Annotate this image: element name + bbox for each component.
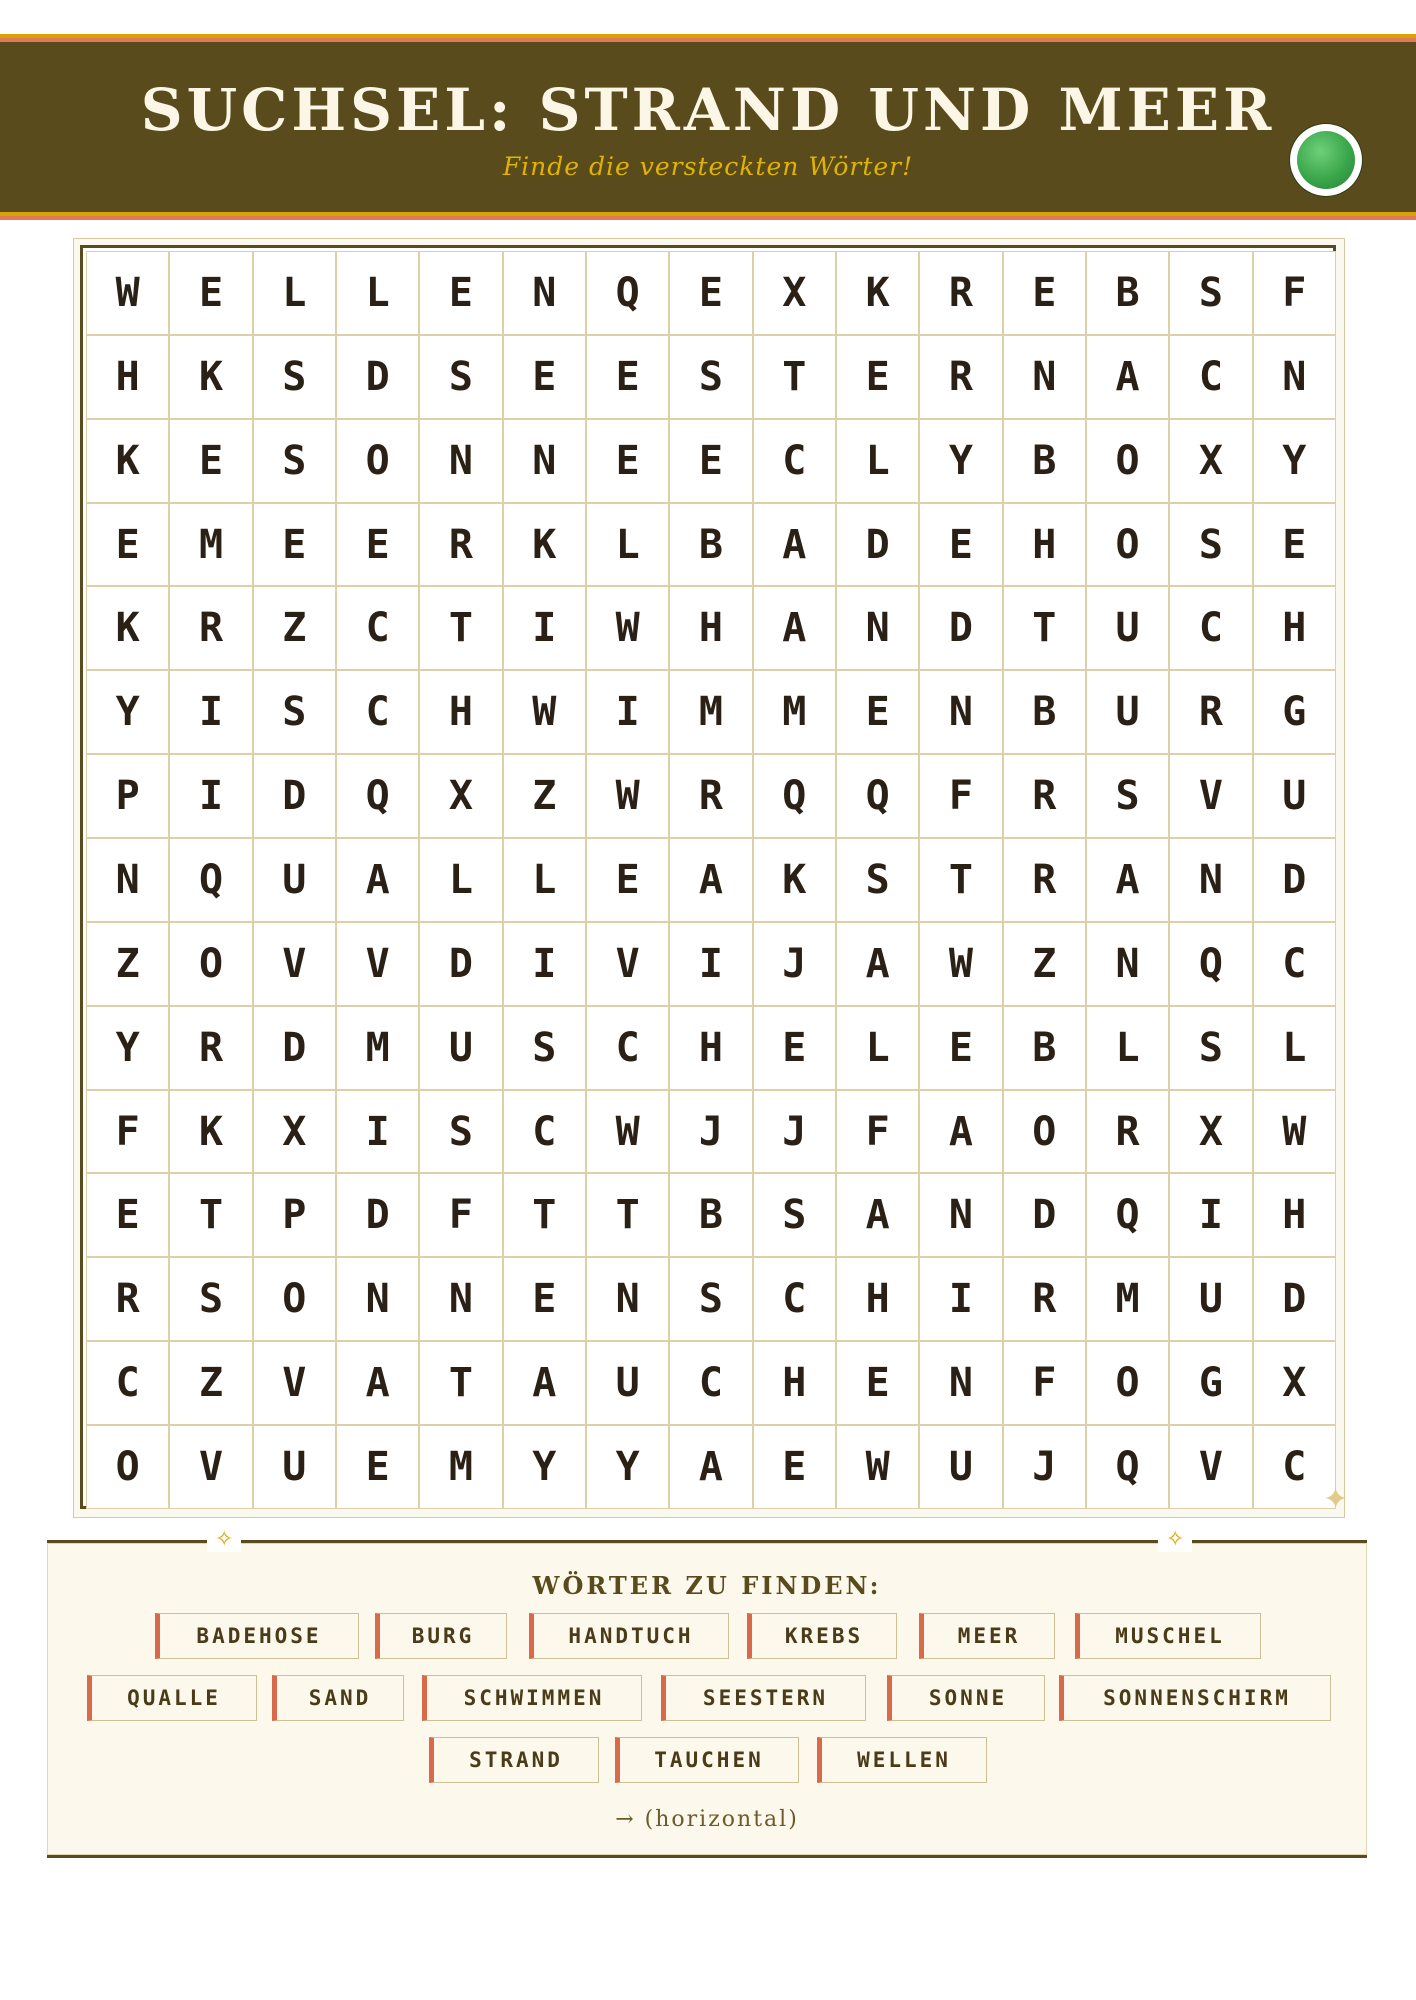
grid-cell[interactable]: A <box>336 1341 419 1425</box>
grid-cell[interactable]: M <box>169 503 252 587</box>
grid-cell[interactable]: C <box>1169 335 1252 419</box>
grid-cell[interactable]: D <box>336 1173 419 1257</box>
word-tag: BADEHOSE <box>155 1613 359 1659</box>
grid-cell[interactable]: D <box>253 754 336 838</box>
grid-cell[interactable]: C <box>753 419 836 503</box>
grid-cell[interactable]: C <box>503 1090 586 1174</box>
grid-cell[interactable]: G <box>1169 1341 1252 1425</box>
grid-cell[interactable]: T <box>503 1173 586 1257</box>
grid-cell[interactable]: U <box>253 1425 336 1509</box>
word-list-title: WÖRTER ZU FINDEN: <box>532 1571 882 1600</box>
grid-cell[interactable]: W <box>836 1425 919 1509</box>
grid-cell[interactable]: R <box>169 586 252 670</box>
grid-cell[interactable]: N <box>503 419 586 503</box>
grid-cell[interactable]: E <box>503 335 586 419</box>
grid-cell[interactable]: E <box>586 838 669 922</box>
grid-cell[interactable]: C <box>753 1257 836 1341</box>
grid-cell[interactable]: W <box>503 670 586 754</box>
grid-cell[interactable]: I <box>669 922 752 1006</box>
grid-cell[interactable]: E <box>919 503 1002 587</box>
grid-cell[interactable]: T <box>419 586 502 670</box>
grid-cell[interactable]: B <box>1086 251 1169 335</box>
grid-cell[interactable]: S <box>169 1257 252 1341</box>
grid-cell[interactable]: I <box>919 1257 1002 1341</box>
header-bottom-stripe-2 <box>0 216 1416 220</box>
grid-cell[interactable]: B <box>669 1173 752 1257</box>
grid-cell[interactable]: S <box>1169 1006 1252 1090</box>
grid-cell[interactable]: R <box>1169 670 1252 754</box>
word-tag: SCHWIMMEN <box>422 1675 642 1721</box>
grid-cell[interactable]: E <box>669 251 752 335</box>
grid-cell[interactable]: W <box>586 1090 669 1174</box>
word-tag: HANDTUCH <box>529 1613 729 1659</box>
grid-cell[interactable]: O <box>1086 503 1169 587</box>
grid-cell[interactable]: N <box>1086 922 1169 1006</box>
grid-cell[interactable]: U <box>1169 1257 1252 1341</box>
grid-cell[interactable]: E <box>419 251 502 335</box>
grid-cell[interactable]: V <box>1169 754 1252 838</box>
grid-cell[interactable]: C <box>86 1341 169 1425</box>
grid-cell[interactable]: E <box>753 1006 836 1090</box>
grid-cell[interactable]: Q <box>753 754 836 838</box>
grid-cell[interactable]: K <box>753 838 836 922</box>
grid-cell[interactable]: N <box>919 1173 1002 1257</box>
grid-cell[interactable]: H <box>1253 586 1336 670</box>
grid-cell[interactable]: C <box>586 1006 669 1090</box>
grid-cell[interactable]: S <box>669 335 752 419</box>
grid-cell[interactable]: M <box>336 1006 419 1090</box>
grid-cell[interactable]: N <box>919 1341 1002 1425</box>
grid-cell[interactable]: T <box>753 335 836 419</box>
grid-cell[interactable]: S <box>419 335 502 419</box>
grid-cell[interactable]: O <box>1003 1090 1086 1174</box>
ornament-icon: ✧ <box>207 1527 241 1552</box>
grid-cell[interactable]: U <box>253 838 336 922</box>
grid-cell[interactable]: M <box>753 670 836 754</box>
puzzle-grid <box>86 251 1336 1509</box>
grid-cell[interactable]: N <box>1169 838 1252 922</box>
grid-cell[interactable]: O <box>336 419 419 503</box>
grid-cell[interactable]: L <box>836 419 919 503</box>
grid-cell[interactable]: O <box>169 922 252 1006</box>
grid-cell[interactable]: E <box>336 1425 419 1509</box>
ornament-icon: ✧ <box>1158 1527 1192 1552</box>
grid-cell[interactable]: U <box>419 1006 502 1090</box>
grid-cell[interactable]: I <box>1169 1173 1252 1257</box>
grid-cell[interactable]: E <box>1003 251 1086 335</box>
grid-cell[interactable]: A <box>1086 838 1169 922</box>
grid-cell[interactable]: I <box>503 922 586 1006</box>
grid-cell[interactable]: E <box>1253 503 1336 587</box>
grid-cell[interactable]: L <box>586 503 669 587</box>
grid-cell[interactable]: O <box>1086 419 1169 503</box>
grid-cell[interactable]: B <box>1003 1006 1086 1090</box>
grid-cell[interactable]: D <box>253 1006 336 1090</box>
grid-cell[interactable]: H <box>836 1257 919 1341</box>
grid-cell[interactable]: I <box>169 670 252 754</box>
grid-cell[interactable]: H <box>419 670 502 754</box>
grid-cell[interactable]: D <box>1253 838 1336 922</box>
grid-cell[interactable]: N <box>586 1257 669 1341</box>
grid-cell[interactable]: L <box>1253 1006 1336 1090</box>
grid-cell[interactable]: L <box>1086 1006 1169 1090</box>
grid-cell[interactable]: D <box>1253 1257 1336 1341</box>
grid-cell[interactable]: T <box>1003 586 1086 670</box>
grid-cell[interactable]: S <box>753 1173 836 1257</box>
grid-cell[interactable]: W <box>1253 1090 1336 1174</box>
grid-cell[interactable]: U <box>1086 586 1169 670</box>
word-tag: TAUCHEN <box>615 1737 799 1783</box>
grid-cell[interactable]: E <box>336 503 419 587</box>
grid-cell[interactable]: V <box>1169 1425 1252 1509</box>
grid-cell[interactable]: P <box>253 1173 336 1257</box>
grid-cell[interactable]: R <box>169 1006 252 1090</box>
word-list-panel <box>47 1527 1367 1858</box>
grid-cell[interactable]: R <box>1003 754 1086 838</box>
grid-cell[interactable]: W <box>586 586 669 670</box>
grid-cell[interactable]: C <box>336 670 419 754</box>
grid-cell[interactable]: N <box>503 251 586 335</box>
grid-cell[interactable]: E <box>503 1257 586 1341</box>
grid-cell[interactable]: E <box>86 503 169 587</box>
grid-cell[interactable]: K <box>503 503 586 587</box>
grid-cell[interactable]: A <box>336 838 419 922</box>
grid-cell[interactable]: Q <box>169 838 252 922</box>
grid-cell[interactable]: Q <box>1169 922 1252 1006</box>
grid-cell[interactable]: Q <box>1086 1425 1169 1509</box>
grid-cell[interactable]: U <box>1253 754 1336 838</box>
grid-cell[interactable]: Z <box>503 754 586 838</box>
status-dot-icon <box>1290 124 1362 196</box>
grid-cell[interactable]: B <box>669 503 752 587</box>
grid-cell[interactable]: Z <box>253 586 336 670</box>
grid-cell[interactable]: S <box>1086 754 1169 838</box>
grid-cell[interactable]: S <box>253 419 336 503</box>
grid-cell[interactable]: J <box>669 1090 752 1174</box>
grid-cell[interactable]: S <box>669 1257 752 1341</box>
grid-cell[interactable]: R <box>419 503 502 587</box>
grid-cell[interactable]: Y <box>1253 419 1336 503</box>
grid-cell[interactable]: A <box>669 838 752 922</box>
grid-cell[interactable]: A <box>753 586 836 670</box>
grid-cell[interactable]: S <box>503 1006 586 1090</box>
grid-cell[interactable]: E <box>669 419 752 503</box>
grid-cell[interactable]: N <box>836 586 919 670</box>
grid-cell[interactable]: Q <box>836 754 919 838</box>
grid-cell[interactable]: S <box>1169 503 1252 587</box>
grid-cell[interactable]: X <box>419 754 502 838</box>
grid-cell[interactable]: X <box>1169 419 1252 503</box>
grid-cell[interactable]: H <box>1003 503 1086 587</box>
grid-cell[interactable]: L <box>253 251 336 335</box>
grid-cell[interactable]: V <box>586 922 669 1006</box>
page-subtitle: Finde die versteckten Wörter! <box>502 152 914 181</box>
grid-cell[interactable]: I <box>336 1090 419 1174</box>
grid-cell[interactable]: S <box>419 1090 502 1174</box>
grid-cell[interactable]: U <box>586 1341 669 1425</box>
grid-cell[interactable]: Q <box>336 754 419 838</box>
grid-cell[interactable]: E <box>169 251 252 335</box>
page-title: SUCHSEL: STRAND UND MEER <box>140 76 1276 144</box>
grid-cell[interactable]: S <box>1169 251 1252 335</box>
grid-cell[interactable]: V <box>253 1341 336 1425</box>
grid-cell[interactable]: H <box>86 335 169 419</box>
grid-cell[interactable]: A <box>836 922 919 1006</box>
grid-cell[interactable]: D <box>419 922 502 1006</box>
grid-cell[interactable]: M <box>1086 1257 1169 1341</box>
grid-cell[interactable]: N <box>419 419 502 503</box>
grid-cell[interactable]: V <box>253 922 336 1006</box>
grid-cell[interactable]: H <box>669 586 752 670</box>
grid-cell[interactable]: K <box>169 335 252 419</box>
word-tag: QUALLE <box>87 1675 257 1721</box>
grid-cell[interactable]: C <box>1253 1425 1336 1509</box>
grid-cell[interactable]: Y <box>919 419 1002 503</box>
grid-cell[interactable]: K <box>836 251 919 335</box>
header-top-stripe-2 <box>0 38 1416 42</box>
grid-cell[interactable]: F <box>836 1090 919 1174</box>
word-tag: BURG <box>375 1613 507 1659</box>
grid-cell[interactable]: O <box>1086 1341 1169 1425</box>
grid-cell[interactable]: K <box>169 1090 252 1174</box>
direction-hint: → (horizontal) <box>615 1807 799 1832</box>
grid-cell[interactable]: E <box>169 419 252 503</box>
grid-cell[interactable]: X <box>1253 1341 1336 1425</box>
grid-cell[interactable]: O <box>253 1257 336 1341</box>
header-banner <box>0 34 1416 220</box>
grid-cell[interactable]: Z <box>86 922 169 1006</box>
grid-cell[interactable]: U <box>1086 670 1169 754</box>
grid-cell[interactable]: I <box>503 586 586 670</box>
grid-cell[interactable]: C <box>669 1341 752 1425</box>
grid-cell[interactable]: W <box>586 754 669 838</box>
word-tag: MEER <box>919 1613 1055 1659</box>
grid-cell[interactable]: L <box>836 1006 919 1090</box>
grid-cell[interactable]: F <box>86 1090 169 1174</box>
grid-cell[interactable]: T <box>586 1173 669 1257</box>
grid-cell[interactable]: A <box>919 1090 1002 1174</box>
grid-cell[interactable]: C <box>336 586 419 670</box>
grid-cell[interactable]: F <box>419 1173 502 1257</box>
grid-cell[interactable]: B <box>1003 419 1086 503</box>
grid-cell[interactable]: R <box>919 251 1002 335</box>
grid-cell[interactable]: Q <box>1086 1173 1169 1257</box>
grid-cell[interactable]: L <box>503 838 586 922</box>
grid-cell[interactable]: F <box>919 754 1002 838</box>
grid-cell[interactable]: O <box>86 1425 169 1509</box>
grid-cell[interactable]: N <box>1003 335 1086 419</box>
grid-cell[interactable]: Y <box>86 1006 169 1090</box>
grid-cell[interactable]: X <box>253 1090 336 1174</box>
grid-cell[interactable]: H <box>753 1341 836 1425</box>
grid-cell[interactable]: D <box>919 586 1002 670</box>
word-tag: SEESTERN <box>661 1675 866 1721</box>
word-tag: SAND <box>272 1675 404 1721</box>
grid-cell[interactable]: D <box>836 503 919 587</box>
grid-cell[interactable]: E <box>836 670 919 754</box>
grid-cell[interactable]: S <box>253 335 336 419</box>
grid-cell[interactable]: G <box>1253 670 1336 754</box>
grid-cell[interactable]: Y <box>86 670 169 754</box>
grid-cell[interactable]: V <box>169 1425 252 1509</box>
grid-cell[interactable]: X <box>753 251 836 335</box>
grid-cell[interactable]: N <box>419 1257 502 1341</box>
grid-cell[interactable]: A <box>669 1425 752 1509</box>
grid-cell[interactable]: R <box>919 335 1002 419</box>
grid-cell[interactable]: V <box>336 922 419 1006</box>
grid-cell[interactable]: E <box>836 335 919 419</box>
grid-cell[interactable]: D <box>1003 1173 1086 1257</box>
puzzle-grid-frame <box>80 245 1336 1509</box>
grid-cell[interactable]: N <box>86 838 169 922</box>
grid-cell[interactable]: T <box>419 1341 502 1425</box>
grid-cell[interactable]: A <box>836 1173 919 1257</box>
grid-cell[interactable]: E <box>253 503 336 587</box>
grid-cell[interactable]: Q <box>586 251 669 335</box>
grid-cell[interactable]: E <box>836 1341 919 1425</box>
grid-cell[interactable]: A <box>1086 335 1169 419</box>
grid-cell[interactable]: H <box>1253 1173 1336 1257</box>
grid-cell[interactable]: M <box>669 670 752 754</box>
word-tag: MUSCHEL <box>1075 1613 1261 1659</box>
grid-cell[interactable]: Y <box>586 1425 669 1509</box>
grid-cell[interactable]: A <box>503 1341 586 1425</box>
grid-cell[interactable]: W <box>86 251 169 335</box>
grid-cell[interactable]: E <box>586 335 669 419</box>
grid-cell[interactable]: F <box>1003 1341 1086 1425</box>
grid-cell[interactable]: T <box>919 838 1002 922</box>
grid-cell[interactable]: Z <box>169 1341 252 1425</box>
grid-cell[interactable]: N <box>919 670 1002 754</box>
grid-cell[interactable]: E <box>586 419 669 503</box>
grid-cell[interactable]: U <box>919 1425 1002 1509</box>
grid-cell[interactable]: F <box>1253 251 1336 335</box>
grid-cell[interactable]: S <box>253 670 336 754</box>
grid-cell[interactable]: B <box>1003 670 1086 754</box>
grid-cell[interactable]: J <box>753 922 836 1006</box>
grid-cell[interactable]: N <box>336 1257 419 1341</box>
grid-cell[interactable]: K <box>86 586 169 670</box>
grid-cell[interactable]: I <box>586 670 669 754</box>
sparkle-icon: ✦ <box>1323 1482 1349 1517</box>
grid-cell[interactable]: R <box>86 1257 169 1341</box>
grid-cell[interactable]: W <box>919 922 1002 1006</box>
grid-cell[interactable]: J <box>753 1090 836 1174</box>
grid-cell[interactable]: M <box>419 1425 502 1509</box>
word-tag: SONNENSCHIRM <box>1059 1675 1331 1721</box>
word-tag: KREBS <box>747 1613 897 1659</box>
grid-cell[interactable]: N <box>1253 335 1336 419</box>
grid-cell[interactable]: R <box>669 754 752 838</box>
grid-cell[interactable]: S <box>836 838 919 922</box>
grid-cell[interactable]: E <box>919 1006 1002 1090</box>
grid-cell[interactable]: C <box>1169 586 1252 670</box>
grid-cell[interactable]: L <box>419 838 502 922</box>
grid-cell[interactable]: Z <box>1003 922 1086 1006</box>
word-tag: WELLEN <box>817 1737 987 1783</box>
grid-cell[interactable]: R <box>1003 838 1086 922</box>
grid-cell[interactable]: D <box>336 335 419 419</box>
grid-cell[interactable]: Y <box>503 1425 586 1509</box>
grid-cell[interactable]: I <box>169 754 252 838</box>
grid-cell[interactable]: C <box>1253 922 1336 1006</box>
grid-cell[interactable]: L <box>336 251 419 335</box>
grid-cell[interactable]: E <box>753 1425 836 1509</box>
grid-cell[interactable]: J <box>1003 1425 1086 1509</box>
grid-cell[interactable]: R <box>1086 1090 1169 1174</box>
grid-cell[interactable]: K <box>86 419 169 503</box>
grid-cell[interactable]: R <box>1003 1257 1086 1341</box>
word-tag: STRAND <box>429 1737 599 1783</box>
grid-cell[interactable]: E <box>86 1173 169 1257</box>
grid-cell[interactable]: H <box>669 1006 752 1090</box>
word-tag: SONNE <box>887 1675 1045 1721</box>
grid-cell[interactable]: X <box>1169 1090 1252 1174</box>
grid-cell[interactable]: P <box>86 754 169 838</box>
grid-cell[interactable]: A <box>753 503 836 587</box>
grid-cell[interactable]: T <box>169 1173 252 1257</box>
